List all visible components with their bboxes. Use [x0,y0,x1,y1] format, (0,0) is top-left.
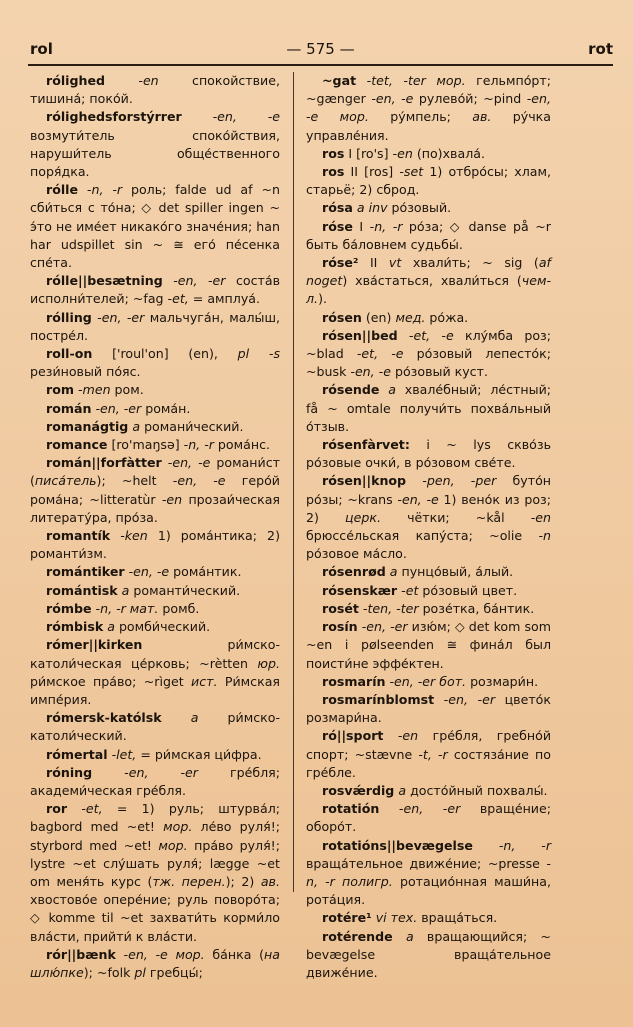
entry-text: vi тех. [371,910,418,926]
page-header [28,40,613,62]
entry-text: 1) рома́нтика; 2) романти́зм. [30,528,280,562]
entry-text: (по)хвала́. [412,145,485,161]
entry-headword: rólling [46,309,92,325]
entry-text: -en [105,73,159,88]
entry-text: ри́мско-католи́ческая це́рковь; ~rètten [30,637,280,671]
entry-text: рези́новый по́яс. [30,364,141,380]
entry-text: спокойствие, тишина́; поко́й. [30,73,280,107]
entry-text: брюссе́льская капу́ста; ~olie [306,528,523,544]
entry-text: -en, -er [91,309,145,325]
entry-headword: rotére¹ [322,910,372,926]
entry-text: состяза́ние по гре́бле. [306,746,551,780]
entry-text: -et [397,582,419,598]
entry-text: a [117,582,130,598]
entry-text: -n, -r полигр. [306,855,551,889]
entry-headword: rómersk-katólsk [46,710,162,726]
entry-text: рома́н. [141,400,191,416]
dictionary-entry [30,582,280,600]
entry-text: розе́тка, ба́нтик. [418,600,535,616]
entry-headword: rosét [322,600,359,616]
entry-text: -en, -e [181,109,280,125]
entry-text: II [ros] [344,164,394,180]
dictionary-entry [30,436,280,454]
entry-text: мор. [151,837,188,853]
dictionary-entry [306,472,551,563]
dictionary-entry [30,72,280,108]
entry-text: -en, -e [365,91,414,107]
dictionary-entry [30,746,280,764]
entry-text: a [394,782,407,798]
entry-text: враще́ние; оборо́т. [306,801,551,835]
dictionary-entry [306,436,551,472]
header-right-guide-word: rot [588,40,613,58]
entry-headword: ror [46,801,68,817]
entry-text: a [161,710,199,726]
entry-text: -en, -er [379,801,461,817]
entry-headword: rósende [322,382,380,398]
entry-headword: ros [322,164,345,180]
entry-headword: róligh‌ed [46,73,106,88]
entry-text: прозаи́ческая литерату́ра, про́за. [30,491,280,525]
entry-text: ро́за; ◇ danse på ~r быть ба́ловнем судьбы́. [306,218,551,252]
dictionary-entry [306,837,551,910]
entry-headword: rósenskær [322,582,398,598]
dictionary-entry [306,327,551,382]
entry-text: -en, -er [91,400,142,416]
entry-text: вращающийся; ~ bevægelse враща́тельное движе́ние. [306,928,551,980]
entry-text: ромб. [158,600,200,616]
dictionary-entry [30,563,280,581]
entry-text: мальчуга́н, малы́ш, постре́л. [30,309,280,343]
entry-headword: róse² [322,255,359,271]
entry-text: рулево́й; ~pind [413,91,522,107]
dictionary-entry [306,600,551,618]
dictionary-entry [30,400,280,418]
entry-text: тж. перен. [152,873,226,889]
entry-text: рома́нтик. [169,564,242,580]
entry-headword: ros [322,145,345,161]
dictionary-entry [30,454,280,527]
entry-headword: rólle||besætning [46,273,163,289]
dictionary-entry [30,764,280,800]
entry-text: гре́бля; академи́ческая гре́бля. [30,764,280,798]
entry-text: -en, -e [156,473,226,489]
entry-headword: róligh‌edsforstýrrer [46,109,182,125]
entry-text: -en, -er бот. [385,673,467,689]
entry-headword: rómbisk [46,619,104,635]
entry-text: II [358,255,378,271]
dictionary-entry [306,309,551,327]
dictionary-entry [30,709,280,745]
entry-text: хвали́ть; ~ sig ( [401,255,539,271]
entry-text: хвале́бный; ле́стный; få ~ omtale получи́ть похва́льный о́тзыв. [306,382,551,434]
entry-text: -en, -er [357,619,408,635]
entry-text: романти́ческий. [129,582,241,598]
dictionary-entry [30,418,280,436]
dictionary-entry [306,163,551,199]
dictionary-entry [30,800,280,946]
entry-text: a [128,418,141,434]
dictionary-entry [30,108,280,181]
entry-text: соста́в исполни́телей; ~fag [30,273,280,307]
dictionary-entry [30,636,280,709]
entry-headword: román [46,400,92,416]
entry-headword: rotérende [322,928,393,944]
entry-headword: rotatións||bevægelse [322,837,473,853]
dictionary-entry [30,345,280,381]
entry-text: писа́тель [34,473,97,489]
entry-text: ро́зовый цвет. [418,582,518,598]
dictionary-entry [306,563,551,581]
entry-text: досто́йный похвалы́. [406,782,548,798]
entry-headword: rósen||knop [322,473,407,489]
entry-text: = ри́мская ци́фра. [136,746,262,762]
entry-text: -en, -e [392,491,439,507]
entry-text: -en, -e [161,455,211,471]
entry-text: -t, -r [412,746,448,762]
page-number: — 575 — [286,40,355,58]
dictionary-entry [30,181,280,272]
entry-text: враща́ться. [417,910,498,926]
dictionary-entry [306,218,551,254]
entry-text: -n, -r [78,182,123,198]
entry-text: враща́тельное движе́ние; ~presse [306,855,540,871]
dictionary-entry [306,618,551,673]
entry-text: pl [130,964,146,980]
dictionary-entry [306,381,551,436]
entry-text: ав. [450,109,492,125]
dictionary-entry [30,600,280,618]
entry-text: ро́жа. [425,309,469,325]
entry-text: романи́ст ( [30,455,280,489]
entry-text: -en, -er [434,691,496,707]
entry-text: -en, -e [124,564,170,580]
entry-text: роль; falde ud af ~n сби́ться с то́на; ◇ det spiller ingen ~ э́то не име́ет никако́го значе́ния; han har udspillet sin ~ ≅ его́ пе́сенка спе́та. [30,182,280,271]
entry-text: ромби́ческий. [114,619,211,635]
entry-text: чем-л. [306,273,551,307]
entry-text: -set [393,164,424,180]
dictionary-entry [306,782,551,800]
entry-text: ) хва́статься, хвали́ться ( [342,273,522,289]
dictionary-entry [30,272,280,308]
entry-headword: rólle [46,182,79,198]
entry-headword: rómer||kirken [46,637,143,653]
entry-headword: rósenrød [322,564,386,580]
entry-text: ро́зовый лепесто́к; ~busk [306,346,551,380]
entry-text: i ~ lys скво́зь ро́зовые очки́, в ро́зовом све́те. [306,437,551,471]
entry-text: a [379,382,396,398]
dictionary-entry [306,928,551,983]
entry-text: -tet, -ter мор. [356,73,466,88]
entry-text: геро́й рома́на; ~litteratùr [30,473,280,507]
entry-text: a [392,928,414,944]
entry-text: -en [504,509,551,525]
entry-text: -n, -r [472,837,551,853]
entry-text: ); ~helt [96,473,157,489]
left-column [30,72,280,982]
entry-text: = амплуа́. [188,291,261,307]
entry-text: мор. [154,819,193,835]
entry-text: рома́нс. [213,437,271,453]
dictionary-entry [306,582,551,600]
entry-headword: rotatión [322,801,380,817]
entry-headword: róse [322,218,353,234]
entry-text: ба́нка ( [204,946,265,962]
dictionary-entry [306,145,551,163]
entry-headword: rosvǽrdig [322,782,395,798]
entry-text: -en, -er [92,764,198,780]
entry-text: -en [388,145,413,161]
entry-text: -en, -e мор. [306,91,552,125]
entry-text: -ten, -ter [358,600,419,616]
entry-text: ро́зовый. [387,200,452,216]
entry-headword: romántisk [46,582,118,598]
entry-text: -n, -r [179,437,214,453]
entry-text: -et, [163,291,189,307]
entry-text: -n, -r [363,218,403,234]
entry-text: хвостово́е опере́ние; руль поворо́та; ◇ komme til ~et захвати́ть корми́ло вла́сти, прийти́ к вла́сти. [30,892,280,944]
entry-text: гре́бля, гребно́й спорт; ~stævne [306,728,552,762]
entry-text: -n [522,528,552,544]
dictionary-entry [30,946,280,982]
entry-text: ру́мпель; [368,109,451,125]
entry-text: 1) отбро́сы; хлам, старьё; 2) сброд. [306,164,551,198]
entry-text: Ри́мская импе́рия. [30,673,281,707]
entry-text: ); ~folk [83,964,131,980]
entry-headword: rómertal [46,746,108,762]
entry-headword: rósenfàrvet: [322,437,410,453]
entry-headword: rosmarínblomst [322,691,435,707]
dictionary-entry [306,691,551,727]
dictionary-entry [306,800,551,836]
entry-headword: rosmarín [322,673,386,689]
entry-headword: romanágtig [46,418,129,434]
entry-headword: rór||bænk [46,946,116,962]
entry-headword: rósa [322,200,353,216]
dictionary-entry [306,909,551,927]
entry-headword: rósen [322,309,362,325]
entry-text: клу́мба роз; ~blad [306,327,551,362]
entry-text: ру́чка управле́ния. [306,109,551,143]
entry-text: розмари́н. [466,673,539,689]
dictionary-entry [30,527,280,563]
entry-text: чётки; ~kål [380,509,505,525]
entry-text: ['roul'on] (en), [92,346,218,362]
entry-text: мед. [391,309,426,325]
entry-text: a [103,619,115,635]
entry-headword: rosín [322,619,358,635]
header-rule [28,64,613,66]
entry-text: ро́зовое ма́сло. [306,546,407,562]
entry-headword: rósen||bed [322,327,398,343]
entry-headword: ró||sport [322,728,384,744]
entry-text: (en) [361,309,392,325]
entry-text: юр. [247,655,281,671]
entry-text: ав. [254,873,280,889]
entry-text: -en, -er [162,273,226,289]
dictionary-entry [30,381,280,399]
entry-text: a inv [352,200,388,216]
entry-text: -ken [110,528,148,544]
entry-headword: rómbe [46,600,92,616]
dictionary-entry [306,673,551,691]
entry-text: ри́мско-католи́ческий. [30,710,280,744]
entry-text: ри́мское пра́во; ~rìget [30,673,184,689]
entry-text: ле́во руля́!; styrbord med ~et! [30,819,280,853]
entry-text: ист. [183,673,218,689]
entry-text: ро́зовый куст. [390,364,488,380]
entry-text: изю́м; ◇ det kom som ~en i pølseenden ≅ фина́л был поисти́не эффе́ктен. [306,619,551,671]
entry-text: = 1) руль; штурва́л; bagbord med ~et! [30,801,280,835]
entry-headword: ~gat [322,73,357,88]
entry-text: af noget [306,255,551,289]
entry-text: -et, -e [397,327,454,343]
entry-text: ром. [110,382,144,398]
entry-text: -et, -e [343,346,404,362]
entry-text: ); 2) [225,873,255,889]
entry-text: -en [155,491,183,507]
entry-text: -men [74,382,111,398]
entry-text: ротацио́нная маши́на, рота́ция. [306,873,551,908]
dictionary-entry [306,727,551,782]
entry-text: -let, [107,746,137,762]
entry-text: pl -s [217,346,281,362]
entry-text: I [352,218,364,234]
entry-text: пра́во руля́!; lystre ~et слу́шать руля́; lægge ~et om меня́ть курс ( [30,837,280,889]
entry-text: ). [318,291,327,307]
entry-text: гребцы́; [145,964,203,980]
entry-text: возмути́тель споко́йствия, наруши́тель обще́ственного поря́дка. [30,127,280,180]
dictionary-entry [30,309,280,345]
entry-headword: romance [46,437,108,453]
entry-headword: romantík [46,528,111,544]
column-divider [293,72,294,892]
dictionary-entry [306,199,551,217]
dictionary-entry [306,72,551,145]
entry-headword: róning [46,764,93,780]
entry-text: -n, -r мат. [91,600,159,616]
entry-headword: román||forfàtter [46,455,162,471]
header-left-guide-word: rol [30,40,53,58]
entry-text: -et, [67,801,103,817]
entry-text: цвето́к розмари́на. [306,691,551,726]
entry-headword: romántiker [46,564,125,580]
entry-text: 1) вено́к из роз; 2) [306,491,551,525]
entry-headword: rom [46,382,74,398]
entry-text: -en [383,728,419,744]
entry-text: -en, -e мор. [115,946,205,962]
entry-text: романи́ческий. [140,418,244,434]
entry-text: [ro'maŋsə] [107,437,180,453]
entry-text: -en, -e [346,364,391,380]
right-column [306,72,551,982]
entry-text: vt [377,255,402,271]
entry-text: a [385,564,398,580]
dictionary-entry [306,254,551,309]
entry-text: буто́н ро́зы; ~krans [306,473,552,507]
entry-text: I [ro's] [344,145,389,161]
dictionary-entry [30,618,280,636]
entry-text: пунцо́вый, а́лый. [397,564,514,580]
entry-text: -pen, -per [406,473,497,489]
entry-headword: roll-on [46,346,93,362]
entry-text: гельмпо́рт; ~gænger [306,73,551,107]
entry-text: церк. [318,509,381,525]
entry-text: на шлю́пке [30,946,280,980]
